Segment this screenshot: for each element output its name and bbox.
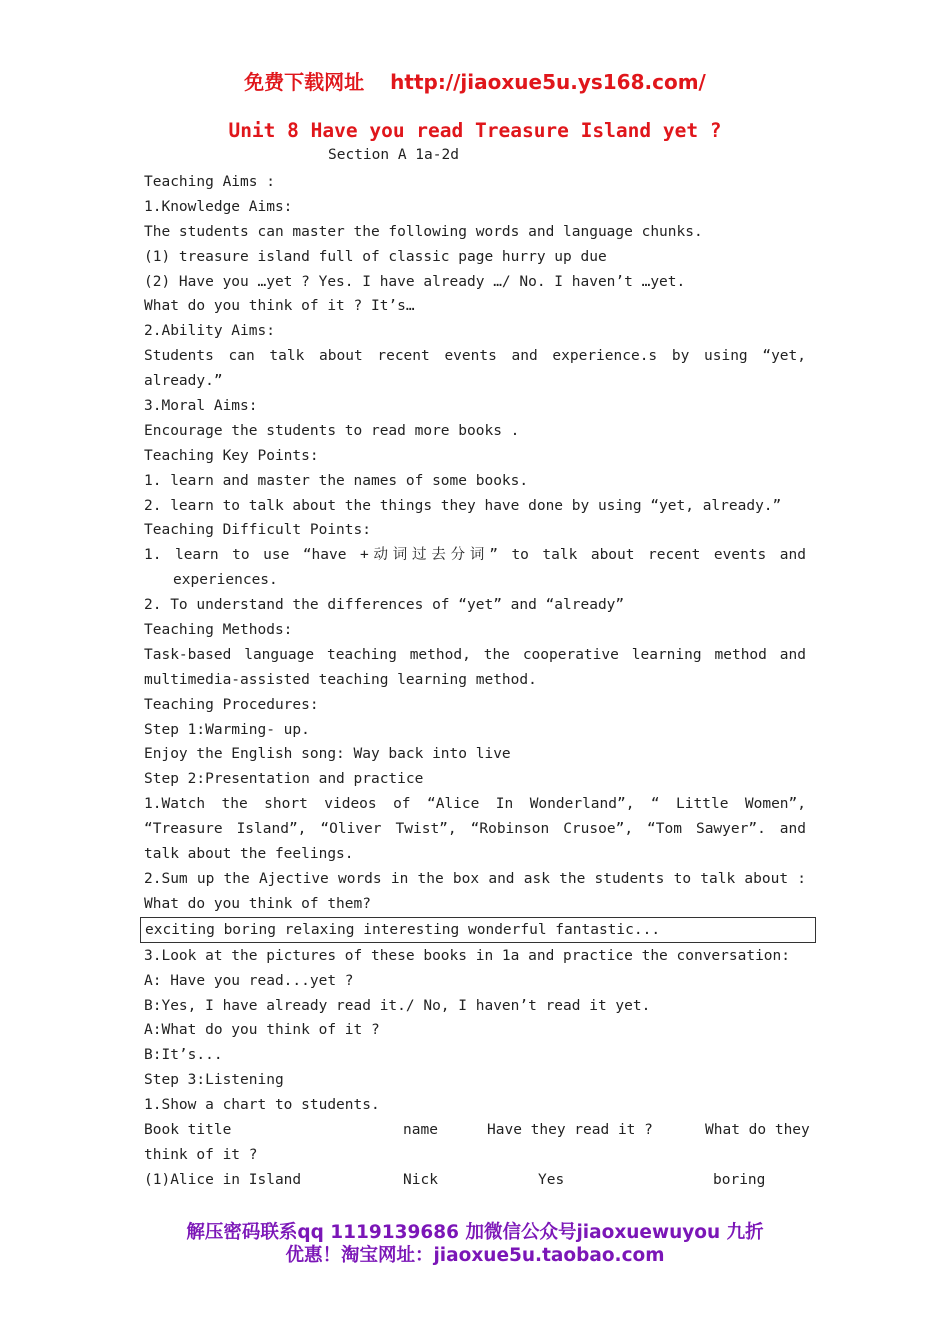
chart-header-continued: think of it ? (144, 1146, 258, 1163)
body-line: 2. learn to talk about the things they have done by using “yet, already.” (144, 497, 782, 514)
chart-header-book-title: Book title (144, 1121, 232, 1138)
download-header (0, 66, 950, 95)
body-line: 1.Show a chart to students. (144, 1097, 380, 1114)
chart-header-have-read: Have they read it ? (487, 1121, 653, 1138)
body-line: (1) treasure island full of classic page hurry up due (144, 248, 607, 265)
teaching-aims-heading: Teaching Aims : (144, 174, 275, 190)
section-subtitle: Section A 1a-2d (328, 147, 459, 163)
footer-contact-line: 解压密码联系qq 1119139686 加微信公众号jiaoxuewuyou 九折 (186, 1222, 764, 1243)
body-line: A:What do you think of it ? (144, 1022, 380, 1039)
chart-header-opinion: What do they (705, 1121, 810, 1138)
body-line: The students can master the following words and language chunks. (144, 223, 703, 240)
chart-cell-read: Yes (538, 1171, 565, 1188)
knowledge-aims-heading: 1.Knowledge Aims: (144, 198, 293, 215)
chart-cell-name: Nick (403, 1171, 438, 1188)
body-line: B:Yes, I have already read it./ No, I haven’t read it yet. (144, 997, 651, 1014)
body-line: Task-based language teaching method, the cooperative learning method and (144, 646, 806, 663)
adjective-word-box: exciting boring relaxing interesting wonderful fantastic... (140, 917, 816, 943)
body-line: 1. learn to use “have +动词过去分词” to talk about recent events and (144, 547, 806, 564)
body-line: Students can talk about recent events and experience.s by using “yet, (144, 348, 806, 365)
body-line: 1. learn and master the names of some books. (144, 472, 529, 489)
body-line: multimedia-assisted teaching learning method. (144, 671, 537, 688)
chart-header-name: name (403, 1121, 438, 1138)
ability-aims-heading: 2.Ability Aims: (144, 323, 275, 340)
body-line: Enjoy the English song: Way back into live (144, 746, 511, 763)
lesson-body (144, 170, 810, 1193)
step-heading: Step 1:Warming- up. (144, 721, 310, 738)
body-line: 1.Watch the short videos of “Alice In Wonderland”, “ Little Women”, (144, 796, 806, 813)
chart-row (144, 1168, 806, 1193)
chart-header-row (144, 1118, 810, 1143)
lesson-title: Unit 8 Have you read Treasure Island yet ? (228, 119, 722, 142)
moral-aims-heading: 3.Moral Aims: (144, 398, 258, 415)
body-line: What do you think of it ? It’s… (144, 298, 415, 315)
body-line: experiences. (173, 572, 278, 589)
body-line: What do you think of them? (144, 895, 371, 912)
teaching-procedures-heading: Teaching Procedures: (144, 696, 319, 713)
header-url-link[interactable]: http://jiaoxue5u.ys168.com/ (390, 70, 706, 94)
body-line: 3.Look at the pictures of these books in 1a and practice the conversation: (144, 947, 791, 964)
body-line: 2. To understand the differences of “yet” and “already” (144, 597, 625, 614)
footer-shop-line: 优惠！淘宝网址：jiaoxue5u.taobao.com (285, 1245, 665, 1266)
step-heading: Step 2:Presentation and practice (144, 771, 424, 788)
body-line: Encourage the students to read more books . (144, 422, 520, 439)
body-line: (2) Have you …yet ? Yes. I have already …/ No. I haven’t …yet. (144, 273, 686, 290)
body-line: A: Have you read...yet ? (144, 972, 354, 989)
step-heading: Step 3:Listening (144, 1072, 284, 1089)
body-line: “Treasure Island”, “Oliver Twist”, “Robinson Crusoe”, “Tom Sawyer”. and (144, 821, 806, 838)
difficult-points-heading: Teaching Difficult Points: (144, 522, 371, 539)
body-line: B:It’s... (144, 1047, 223, 1064)
chart-cell-book: (1)Alice in Island (144, 1171, 302, 1188)
teaching-methods-heading: Teaching Methods: (144, 622, 293, 639)
body-line: 2.Sum up the Ajective words in the box and ask the students to talk about : (144, 870, 806, 887)
header-label: 免费下载网址 (244, 70, 365, 94)
key-points-heading: Teaching Key Points: (144, 447, 319, 464)
chart-cell-opinion: boring (713, 1171, 766, 1188)
body-line: already.” (144, 373, 223, 390)
body-line: talk about the feelings. (144, 846, 354, 863)
